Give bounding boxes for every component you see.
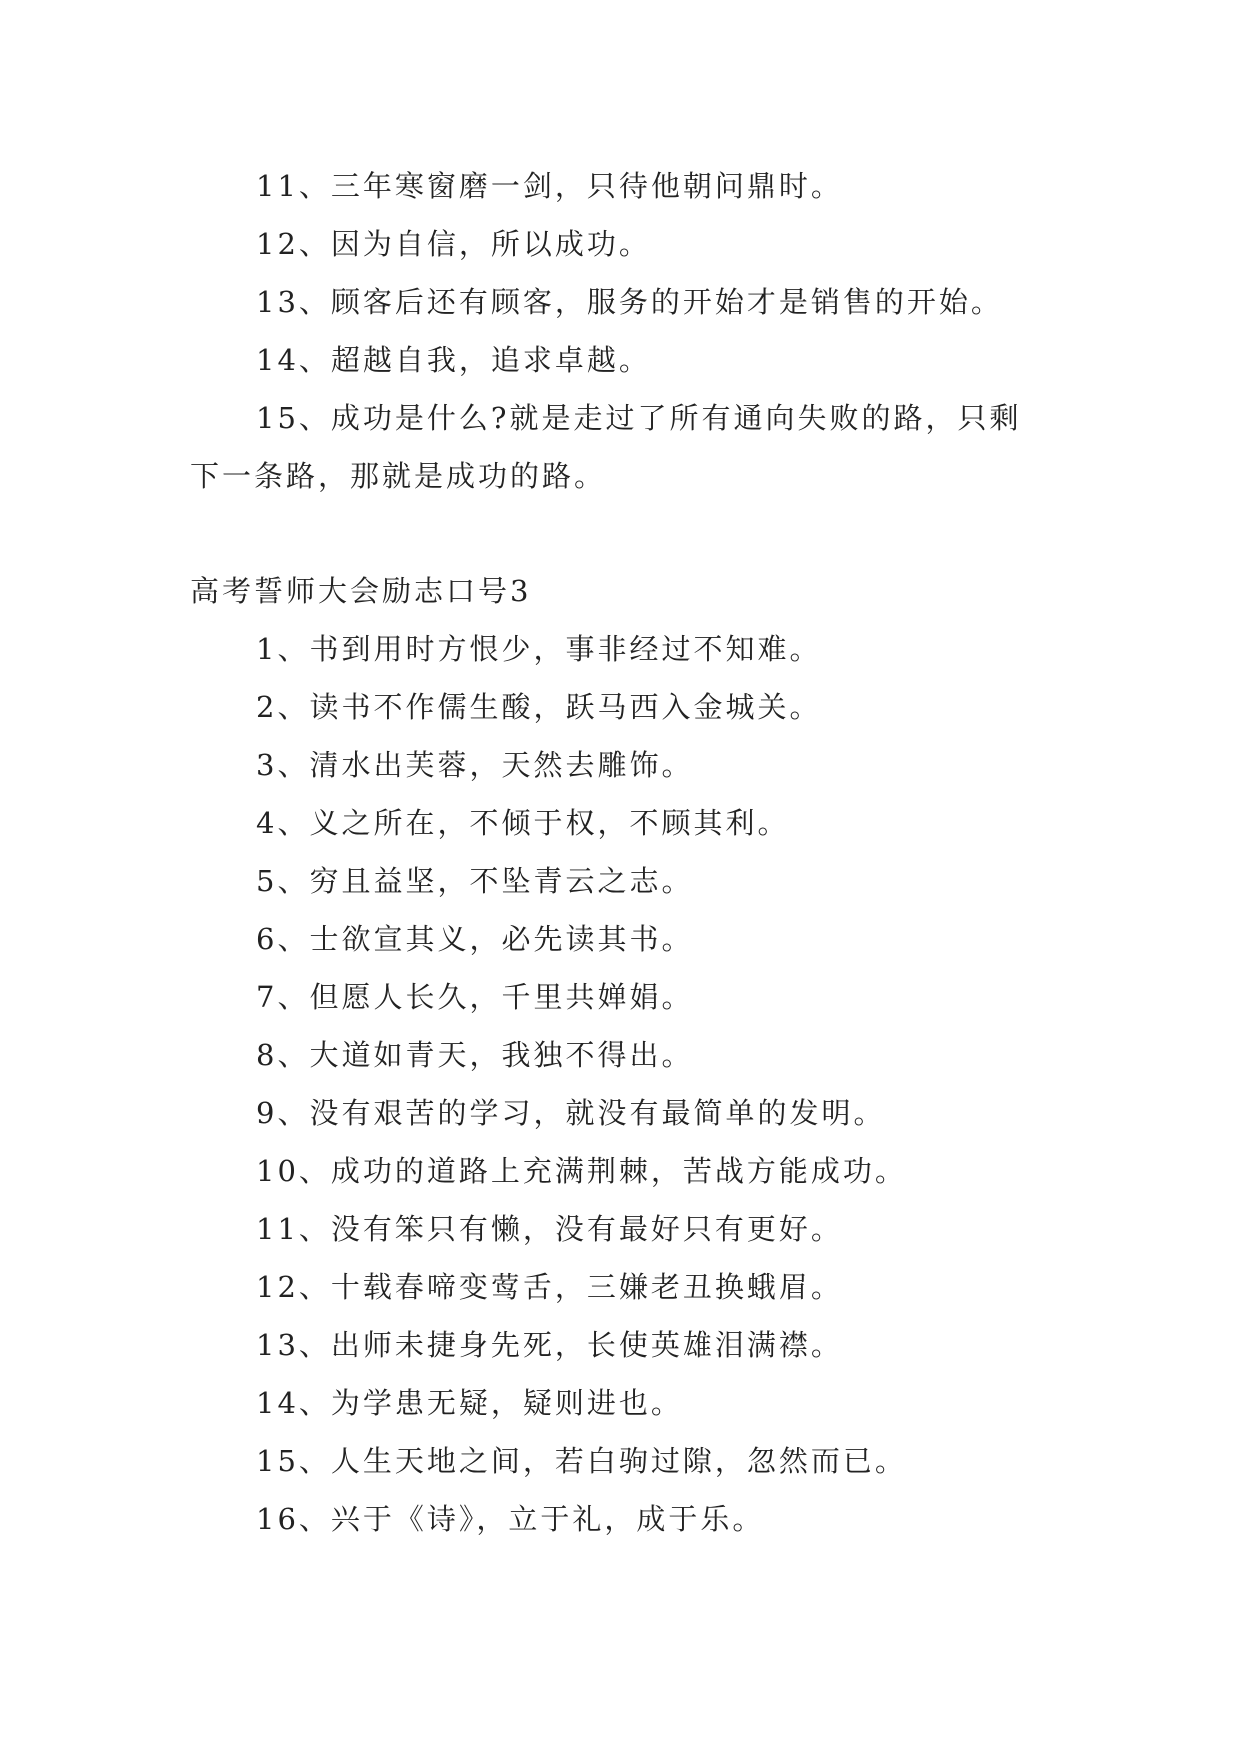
list-item: 1、书到用时方恨少，事非经过不知难。 xyxy=(256,632,822,666)
list-item: 10、成功的道路上充满荆棘，苦战方能成功。 xyxy=(256,1154,907,1188)
list-item-continuation: 下一条路，那就是成功的路。 xyxy=(190,459,607,493)
section-heading: 高考誓师大会励志口号3 xyxy=(190,574,532,608)
list-item: 12、十载春啼变莺舌，三嫌老丑换蛾眉。 xyxy=(256,1270,843,1304)
list-item: 12、因为自信，所以成功。 xyxy=(256,227,651,261)
list-item: 16、兴于《诗》，立于礼，成于乐。 xyxy=(256,1502,765,1536)
list-item: 5、穷且益坚，不坠青云之志。 xyxy=(256,864,694,898)
list-item: 11、没有笨只有懒，没有最好只有更好。 xyxy=(256,1212,843,1246)
list-item: 9、没有艰苦的学习，就没有最简单的发明。 xyxy=(256,1096,886,1130)
list-item: 3、清水出芙蓉，天然去雕饰。 xyxy=(256,748,694,782)
list-item: 13、出师未捷身先死，长使英雄泪满襟。 xyxy=(256,1328,843,1362)
list-item: 11、三年寒窗磨一剑，只待他朝问鼎时。 xyxy=(256,169,843,203)
list-item: 2、读书不作儒生酸，跃马西入金城关。 xyxy=(256,690,822,724)
list-item: 14、超越自我，追求卓越。 xyxy=(256,343,651,377)
list-item: 8、大道如青天，我独不得出。 xyxy=(256,1038,694,1072)
list-item: 15、人生天地之间，若白驹过隙，忽然而已。 xyxy=(256,1444,907,1478)
list-item: 4、义之所在，不倾于权，不顾其利。 xyxy=(256,806,790,840)
list-item: 14、为学患无疑，疑则进也。 xyxy=(256,1386,683,1420)
list-item: 15、成功是什么?就是走过了所有通向失败的路，只剩 xyxy=(256,401,1022,435)
list-item: 7、但愿人长久，千里共婵娟。 xyxy=(256,980,694,1014)
list-item: 13、顾客后还有顾客，服务的开始才是销售的开始。 xyxy=(256,285,1003,319)
list-item: 6、士欲宣其义，必先读其书。 xyxy=(256,922,694,956)
